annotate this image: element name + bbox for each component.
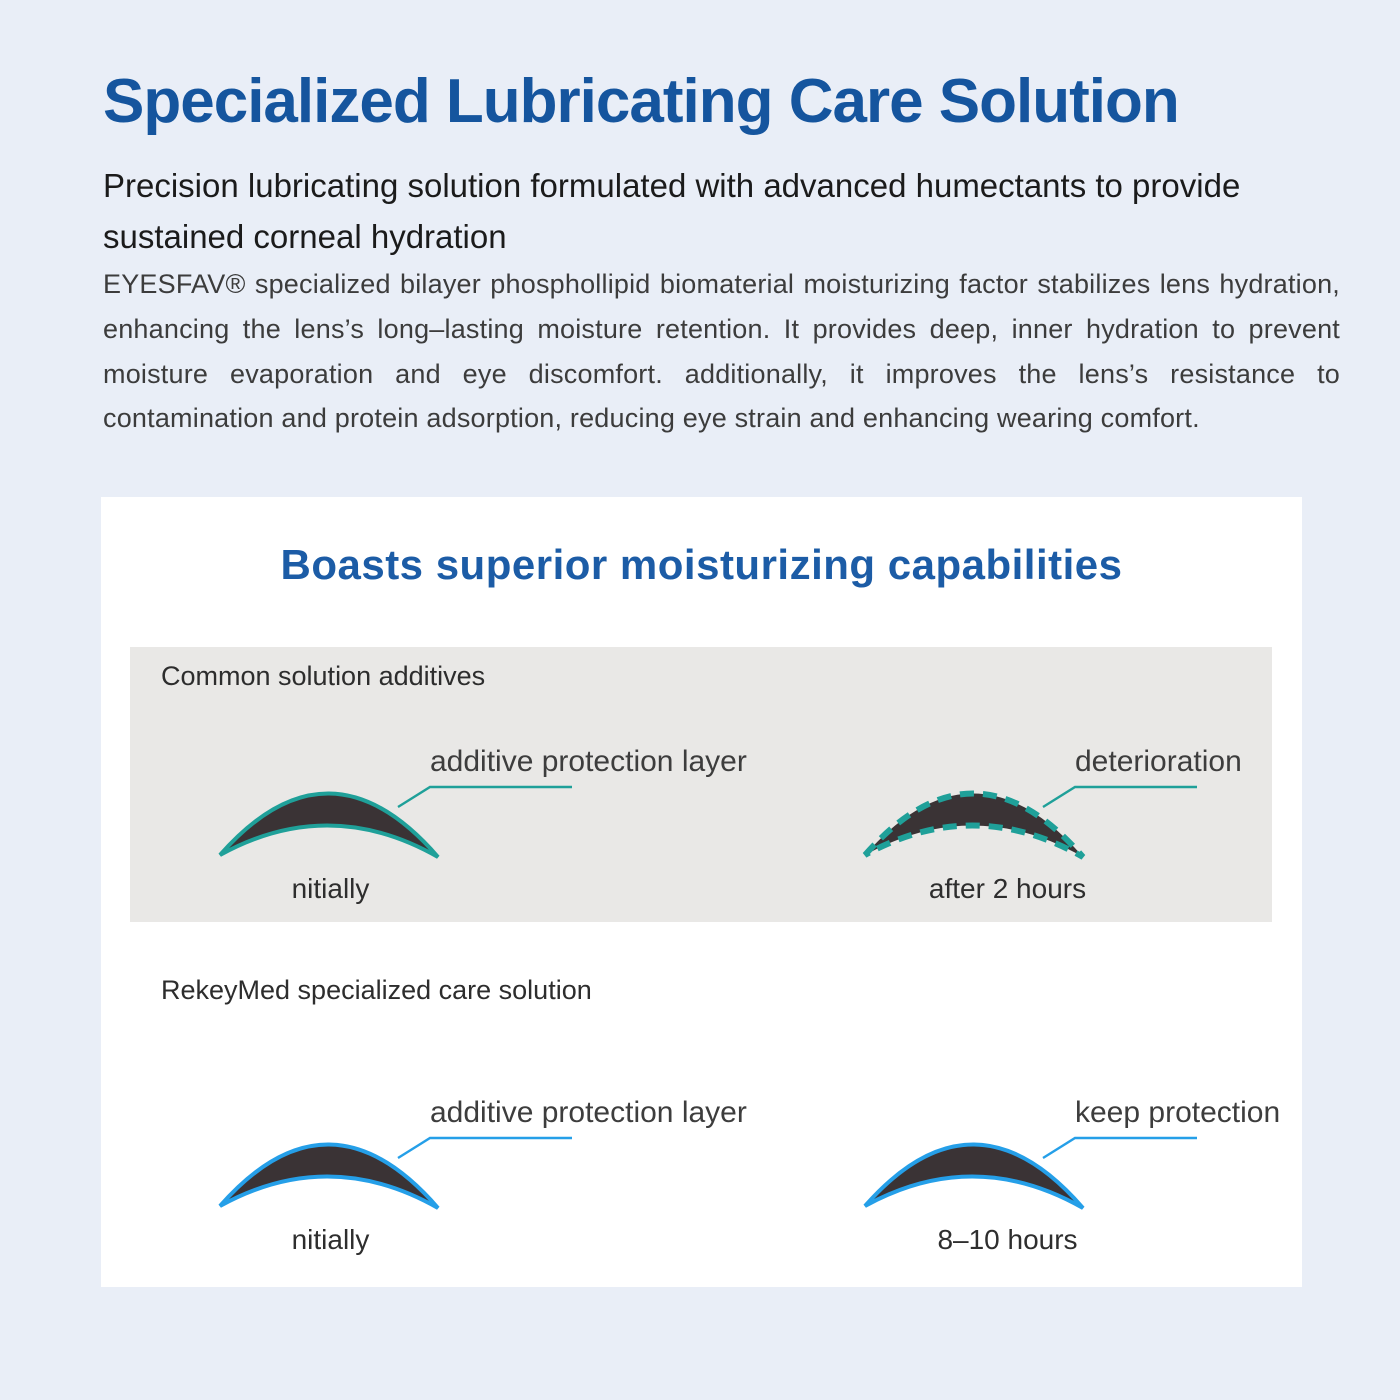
annotation-leader-line [1043,1138,1197,1158]
annotation-label: keep protection [1075,1096,1281,1129]
page-description: EYESFAV® specialized bilayer phosphollipid biomaterial moisturizing factor stabilizes lens hydration, enhancing the lens’s long–lasting moisture retention. It provides deep, inner hydration to prevent moisture evaporation and eye discomfort. additionally, it improves the lens’s resistance to contamination and protein adsorption, reducing eye strain and enhancing wearing comfort. [103,269,1340,434]
diagram-caption: nitially [291,873,370,904]
diagram-caption: 8–10 hours [937,1224,1078,1255]
diagram-caption: after 2 hours [928,873,1087,904]
page-title: Specialized Lubricating Care Solution [103,67,1179,136]
annotation-label: additive protection layer [430,1096,747,1129]
common-section-label: Common solution additives [161,661,486,691]
moisturizing-card [101,497,1302,1287]
diagram-caption: nitially [291,1224,370,1255]
annotation-leader-line [1043,787,1197,807]
page-subtitle: Precision lubricating solution formulated with advanced humectants to provide sustained corneal hydration [103,167,1241,256]
lens-diagram-common-initial [180,707,747,922]
annotation-label: additive protection layer [430,745,747,778]
lens-diagram-common-after2h [825,707,1385,922]
annotation-leader-line [398,1138,572,1158]
annotation-label: deterioration [1075,745,1242,778]
rekey-section-label: RekeyMed specialized care solution [161,975,592,1005]
lens-diagram-rekey-initial [180,1058,747,1273]
card-heading: Boasts superior moisturizing capabilities [280,541,1123,588]
lens-diagram-rekey-8to10h [825,1058,1385,1273]
annotation-leader-line [398,787,572,807]
